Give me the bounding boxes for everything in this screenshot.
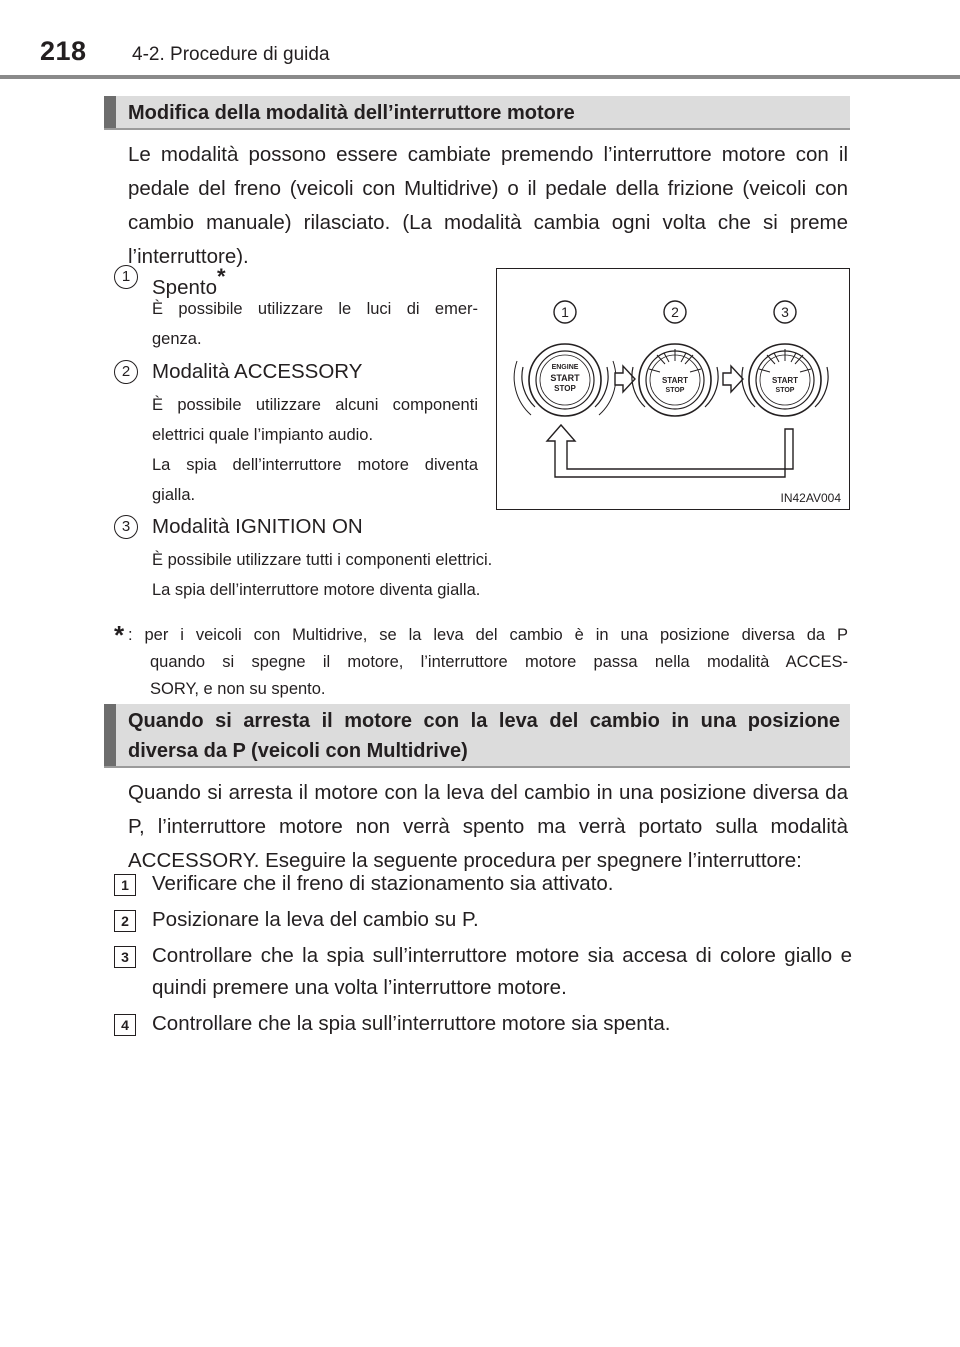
item-description: È possibile utilizzare alcuni componenti elettrici quale l’impianto audio. La spia dell’interruttore motore diventa gialla. bbox=[152, 396, 478, 504]
mode-number: 3 bbox=[781, 304, 789, 320]
step-text: Posizionare la leva del cambio su P. bbox=[152, 908, 479, 931]
section-heading-2 bbox=[104, 704, 850, 768]
button-label: START bbox=[550, 373, 580, 383]
button-label: STOP bbox=[775, 387, 795, 394]
button-label: START bbox=[771, 376, 799, 385]
section-accent bbox=[104, 96, 116, 128]
return-arrow-icon bbox=[547, 425, 793, 477]
section-heading-1 bbox=[104, 96, 850, 130]
step-text: Controllare che la spia sull’interruttore motore sia accesa di colore giallo e quindi premere una volta l’interruttore motore. bbox=[152, 944, 852, 999]
item-description: È possibile utilizzare tutti i componenti elettrici. La spia dell’interruttore motore diventa gialla. bbox=[152, 551, 493, 599]
mode-number: 1 bbox=[561, 304, 569, 320]
section-title: Quando si arresta il motore con la leva del cambio in una posizione diversa da P (veicoli con Multidrive) bbox=[128, 710, 840, 762]
section-accent bbox=[104, 704, 116, 766]
step-text: Controllare che la spia sull’interruttore motore sia spenta. bbox=[152, 1012, 671, 1035]
page-number: 218 bbox=[40, 36, 87, 66]
engine-switch-illustration bbox=[497, 269, 849, 509]
item-number: 3 bbox=[114, 515, 138, 539]
button-label: STOP bbox=[665, 387, 685, 394]
step-text: Verificare che il freno di stazionamento sia attivato. bbox=[152, 872, 614, 895]
item-number: 2 bbox=[114, 360, 138, 384]
item-description: È possibile utilizzare le luci di emer- genza. bbox=[152, 300, 478, 348]
breadcrumb: 4-2. Procedure di guida bbox=[132, 44, 330, 65]
step-number: 3 bbox=[114, 946, 136, 968]
footnote-star: * bbox=[114, 620, 125, 650]
figure-code: IN42AV004 bbox=[780, 491, 841, 505]
step-number: 4 bbox=[114, 1014, 136, 1036]
footnote: : per i veicoli con Multidrive, se la leva del cambio è in una posizione diversa da P quando si spegne il motore, l’interruttore motore passa nella modalità ACCES- SORY, e non su spento. bbox=[128, 626, 848, 698]
light-rays-icon bbox=[649, 349, 701, 372]
item-title: Spento* bbox=[152, 264, 226, 299]
engine-switch-figure bbox=[496, 268, 850, 510]
button-label: START bbox=[661, 376, 689, 385]
section-intro: Le modalità possono essere cambiate premendo l’interruttore motore con il pedale del freno (veicoli con Multidrive) o il pedale della frizione (veicoli con cambio manuale) rilasciato. (La modalità cambia ogni volta che si preme l’interruttore). bbox=[128, 143, 848, 268]
item-title: Modalità IGNITION ON bbox=[152, 515, 363, 538]
footnote-star: * bbox=[216, 264, 226, 289]
light-rays-icon bbox=[759, 349, 811, 372]
item-number: 1 bbox=[114, 265, 138, 289]
header-rule bbox=[0, 75, 960, 79]
item-title: Modalità ACCESSORY bbox=[152, 360, 363, 383]
mode-number: 2 bbox=[671, 304, 679, 320]
button-label: ENGINE bbox=[551, 364, 579, 371]
step-number: 1 bbox=[114, 874, 136, 896]
step-number: 2 bbox=[114, 910, 136, 932]
arrow-right-icon bbox=[723, 366, 743, 392]
section-title: Modifica della modalità dell’interruttore motore bbox=[128, 102, 575, 124]
button-label: STOP bbox=[554, 384, 576, 393]
section-intro: Quando si arresta il motore con la leva del cambio in una posizione diversa da P, l’interruttore motore non verrà spento ma verrà portato sulla modalità ACCESSORY. Eseguire la seguente procedura per spegnere l’interruttore: bbox=[128, 781, 848, 872]
